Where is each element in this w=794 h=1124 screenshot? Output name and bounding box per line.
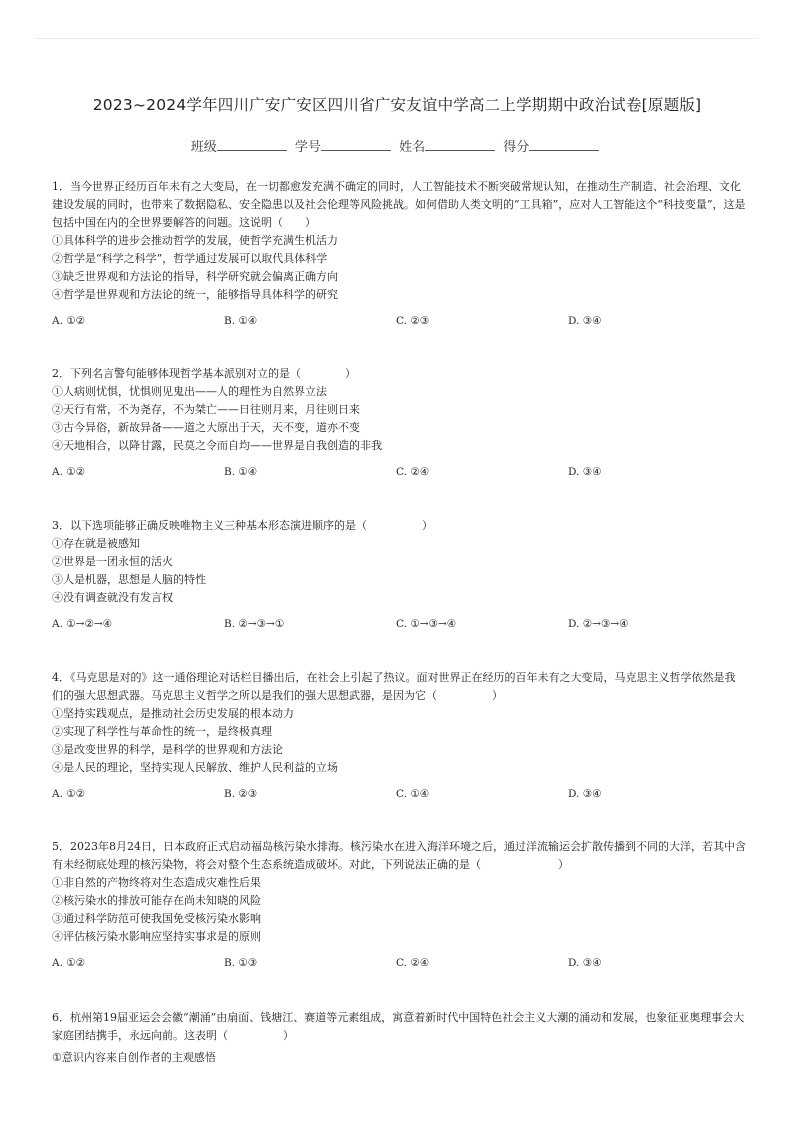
class-field bbox=[191, 136, 291, 155]
choice-a[interactable]: A. ①② bbox=[52, 466, 86, 478]
choice-a[interactable]: A. ①→②→④ bbox=[52, 618, 113, 630]
choice-a[interactable]: A. ①② bbox=[52, 315, 86, 327]
question-1 bbox=[52, 178, 746, 330]
statement-option: ④没有调查就没有发言权 bbox=[52, 591, 173, 604]
question-stem: 6．杭州第19届亚运会会徽“潮涌”由扇面、钱塘江、赛道等元素组成，寓意着新时代中国特色社会主义大潮的涌动和发展，也象征亚奥理事会大家庭团结携手，永远向前。这表明（ ） bbox=[52, 1011, 745, 1042]
answer-choices bbox=[52, 312, 746, 330]
question-stem: 3．以下选项能够正确反映唯物主义三种基本形态演进顺序的是（ ） bbox=[52, 519, 433, 532]
question-4 bbox=[52, 669, 746, 803]
name-label: 姓名 bbox=[399, 140, 426, 155]
statement-option: ①人病则忧惧，忧惧则见鬼出——人的理性为自然界立法 bbox=[52, 385, 327, 398]
student-id-field bbox=[295, 136, 395, 155]
statement-option: ④天地相合，以降甘露，民莫之令而自均——世界是自我创造的非我 bbox=[52, 439, 382, 452]
statement-option: ④哲学是世界观和方法论的统一，能够指导具体科学的研究 bbox=[52, 288, 338, 301]
choice-b[interactable]: B. ②→③→① bbox=[224, 618, 285, 630]
student-id-label: 学号 bbox=[294, 140, 321, 155]
student-info-fields bbox=[0, 136, 794, 155]
statement-option: ③古今异俗，新故异备——道之大原出于天，天不变，道亦不变 bbox=[52, 421, 360, 434]
statement-option: ③是改变世界的科学，是科学的世界观和方法论 bbox=[52, 743, 283, 756]
header-divider bbox=[36, 38, 758, 39]
choice-b[interactable]: B. ①④ bbox=[224, 466, 258, 478]
statement-option: ②世界是一团永恒的活火 bbox=[52, 555, 173, 568]
statement-option: ②核污染水的排放可能存在尚未知晓的风险 bbox=[52, 894, 261, 907]
choice-c[interactable]: C. ②③ bbox=[396, 315, 430, 327]
statement-option: ①具体科学的进步会推动哲学的发展，使哲学充满生机活力 bbox=[52, 234, 338, 247]
class-label: 班级 bbox=[190, 140, 217, 155]
choice-c[interactable]: C. ①→③→④ bbox=[396, 618, 457, 630]
choice-b[interactable]: B. ①③ bbox=[224, 957, 258, 969]
question-5 bbox=[52, 838, 746, 972]
choice-d[interactable]: D. ③④ bbox=[568, 466, 602, 478]
name-field bbox=[399, 136, 499, 155]
answer-choices bbox=[52, 615, 746, 633]
answer-choices bbox=[52, 463, 746, 481]
answer-choices bbox=[52, 785, 746, 803]
student-id-blank[interactable] bbox=[321, 138, 391, 151]
statement-option: ②哲学是“科学之科学”，哲学通过发展可以取代具体科学 bbox=[52, 252, 328, 265]
statement-option: ①坚持实践观点，是推动社会历史发展的根本动力 bbox=[52, 707, 294, 720]
choice-b[interactable]: B. ①④ bbox=[224, 315, 258, 327]
choice-d[interactable]: D. ②→③→④ bbox=[568, 618, 629, 630]
score-label: 得分 bbox=[503, 140, 530, 155]
choice-d[interactable]: D. ③④ bbox=[568, 788, 602, 800]
statement-option: ①意识内容来自创作者的主观感悟 bbox=[52, 1051, 216, 1064]
question-stem: 4．《马克思是对的》这一通俗理论对话栏目播出后，在社会上引起了热议。面对世界正在经历的百年未有之大变局，马克思主义哲学依然是我们的强大思想武器。马克思主义哲学之所以是我们的强大思想武器，是因为它（ ） bbox=[52, 671, 736, 702]
class-blank[interactable] bbox=[217, 138, 287, 151]
choice-c[interactable]: C. ②④ bbox=[396, 466, 430, 478]
question-3 bbox=[52, 517, 746, 633]
choice-c[interactable]: C. ①④ bbox=[396, 788, 430, 800]
statement-option: ①存在就是被感知 bbox=[52, 537, 140, 550]
score-field bbox=[503, 136, 603, 155]
question-stem: 1．当今世界正经历百年未有之大变局，在一切都愈发充满不确定的同时，人工智能技术不断突破常规认知，在推动生产制造、社会治理、文化建设发展的同时，也带来了数据隐私、安全隐患以及社会伦理等风险挑战。如何借助人类文明的“工具箱”，应对人工智能这个“科技变量”，这是包括中国在内的全世界要解答的问题。这说明（ ） bbox=[52, 180, 746, 229]
statement-option: ②天行有常，不为尧存，不为桀亡——日往则月来，月往则日来 bbox=[52, 403, 360, 416]
choice-d[interactable]: D. ③④ bbox=[568, 315, 602, 327]
statement-option: ④是人民的理论，坚持实现人民解放、维护人民利益的立场 bbox=[52, 761, 338, 774]
choice-d[interactable]: D. ③④ bbox=[568, 957, 602, 969]
statement-option: ③人是机器，思想是人脑的特性 bbox=[52, 573, 206, 586]
question-2 bbox=[52, 365, 746, 481]
question-6 bbox=[52, 1009, 746, 1067]
choice-a[interactable]: A. ①② bbox=[52, 957, 86, 969]
name-blank[interactable] bbox=[425, 138, 495, 151]
page-title: 2023~2024学年四川广安广安区四川省广安友谊中学高二上学期期中政治试卷[原题版] bbox=[92, 96, 702, 114]
score-blank[interactable] bbox=[529, 138, 599, 151]
answer-choices bbox=[52, 954, 746, 972]
choice-b[interactable]: B. ②③ bbox=[224, 788, 258, 800]
statement-option: ②实现了科学性与革命性的统一，是终极真理 bbox=[52, 725, 272, 738]
question-stem: 2．下列名言警句能够体现哲学基本派别对立的是（ ） bbox=[52, 367, 356, 380]
statement-option: ③通过科学防范可使我国免受核污染水影响 bbox=[52, 912, 261, 925]
statement-option: ①非自然的产物终将对生态造成灾难性后果 bbox=[52, 876, 261, 889]
statement-option: ④评估核污染水影响应坚持实事求是的原则 bbox=[52, 930, 261, 943]
choice-a[interactable]: A. ①② bbox=[52, 788, 86, 800]
statement-option: ③缺乏世界观和方法论的指导，科学研究就会偏离正确方向 bbox=[52, 270, 338, 283]
question-stem: 5．2023年8月24日，日本政府正式启动福岛核污染水排海。核污染水在进入海洋环境之后，通过洋流输运会扩散传播到不同的大洋，若其中含有未经彻底处理的核污染物，将会对整个生态系统造成破坏。对此，下列说法正确的是（ ） bbox=[52, 840, 746, 871]
choice-c[interactable]: C. ②④ bbox=[396, 957, 430, 969]
